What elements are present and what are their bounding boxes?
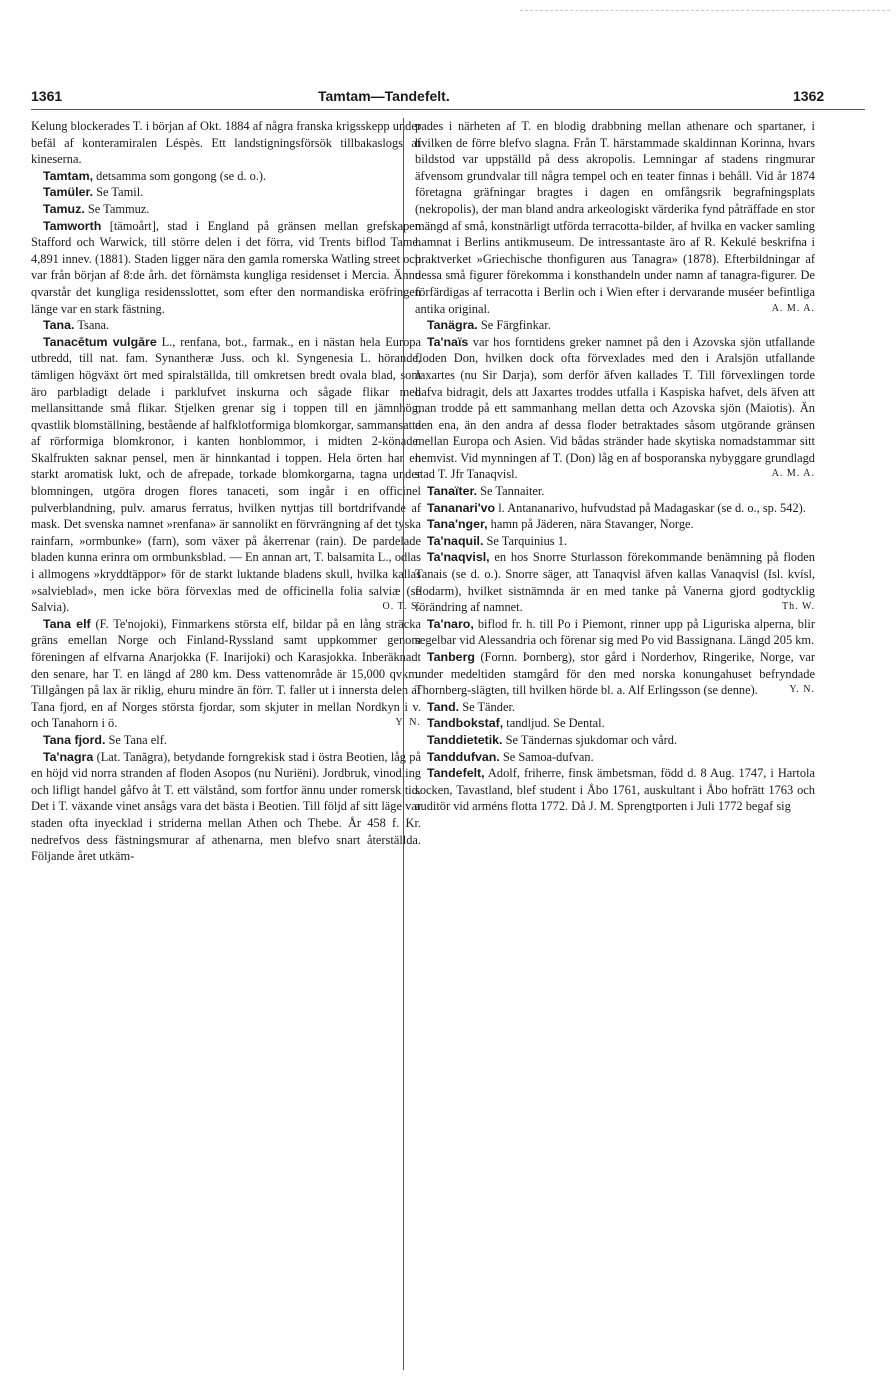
entry-text: Se Tamil. <box>93 185 144 200</box>
entry-term: Tamüler. <box>43 185 94 200</box>
entry-text: L., renfana, bot., farmak., en i nästan hela Europa utbredd, till nat. fam. Synantheræ Juss. och kl. Syngenesia L. hörande, tämligen högväxt ört med spiralställda, till omkretsen bredt ovala blad, som äro parbladigt delade i parklufvet inskurna och sågade flikar med mellansittande små flikar. Stjelken grenar sig i toppen till en jämnhög, qvastlik blomställning, bestående af halfklotformiga blomkorgar, sammansatta af rörformiga blomkronor, i kanten honblommor, i midten 2-könade. Skalfrukten saknar pensel, men är hinnkantad i toppen. Hela örten har en starkt aromatisk lukt, och de afrepade, torkade blomkorgarna, tagna under blomningen, utgöra drogen flores tanaceti, som ingår i en officinel pulverblandning, pulv. amarus ferratus, hvilken nyttjas till bortdrifvande af mask. Det svenska namnet »renfana» är sannolikt en förvrängning af det tyska rainfarn, »ormbunke» (farn), som växer på åkerrenar (rain). De pardelade bladen kunna erinra om ormbunksblad. — En annan art, T. balsamita L., odlas i allmogens »kryddtäppor» för de starkt luktande bladens skull, hvilka kallas »salvieblad», men icke böra förvexlas med de officinella folia salviæ (se Salvia). <box>31 334 422 615</box>
entry-term: Ta'nagra <box>43 749 94 764</box>
entry-term: Tana elf <box>43 616 91 631</box>
page-title: Tamtam—Tandefelt. <box>318 88 450 104</box>
entry-term: Tandbokstaf, <box>427 716 504 731</box>
entry-term: Tamworth <box>43 218 102 233</box>
entry-text: en hos Snorre Sturlasson förekommande benämning på floden Tanais (se d. o.). Snorre säger, att Tanaqvisl äfven kallas Vanaqvisl (Isl. kvísl, flodarm), hvilket sistnämnda är en med tanke på Vanerna gjord godtycklig förändring af namnet. <box>415 550 815 615</box>
entry-term: Tamtam, <box>43 168 94 183</box>
entry-term: Tana'nger, <box>427 517 488 532</box>
page-number-right: 1362 <box>793 88 825 104</box>
entry-signature: O. T. S. <box>382 601 421 613</box>
right-column <box>415 118 815 815</box>
left-column <box>31 118 421 865</box>
entry-term: Tanacētum vulgāre <box>43 334 157 349</box>
entry <box>415 334 815 483</box>
entry <box>415 549 815 615</box>
entry-term: Ta'naïs <box>427 334 469 349</box>
entry <box>415 317 815 334</box>
entry <box>415 533 815 550</box>
entry-text: Se Färgfinkar. <box>477 318 551 333</box>
entry <box>415 649 815 699</box>
entry-term: Tananari'vo <box>427 500 496 515</box>
entry-text: (F. Te'nojoki), Finmarkens största elf, bildar på en lång sträcka gräns emellan Norge och Finland-Ryssland samt uppkommer genom föreningen af elfvarna Anarjokka (F. Inarijoki) och Karasjokka. Inberäknadt den senare, har T. en längd af 280 km. Dess vattenområde är 15,000 qvkm. Tillgången på lax är riklig, ehuru mindre än förr. T. faller ut i innersta delen af Tana fjord, en af Norges största fjordar, som skjuter in mellan Nordkyn i v. och Tanahorn i ö. <box>31 616 421 731</box>
entry <box>415 616 815 649</box>
entry-term: Ta'naquil. <box>427 533 484 548</box>
entry-text: [tämoårt], stad i England på gränsen mellan grefskapen Stafford och Warwick, till större delen i det förra, vid Trents biflod Tame. 4,891 innev. (1881). Staden ligger nära den gamla romerska Watling street och var från början af 8:de årh. det förnämsta kungliga residenset i Mercia. Ännu qvarstår det kungliga residensslottet, som efter den normandiska eröfringen länge var en stark fästning. <box>31 218 421 316</box>
entry-text: Se Tammuz. <box>84 201 150 216</box>
page-number-left: 1361 <box>31 88 63 104</box>
entry-text: l. Antananarivo, hufvudstad på Madagaskar (se d. o., sp. 542). <box>495 500 806 515</box>
scan-artifact <box>520 10 890 11</box>
entry-text: Se Samoa-dufvan. <box>499 749 594 764</box>
entry-term: Tanddietetik. <box>427 732 503 747</box>
entry-text: tandljud. Se Dental. <box>503 716 605 731</box>
column-divider <box>403 118 404 1370</box>
header-rule <box>31 109 865 110</box>
entry-term: Tandefelt, <box>427 766 485 781</box>
entry-text: pades i närheten af T. en blodig drabbning mellan athenare och spartaner, i hvilken de förre blefvo slagna. Från T. härstammade skaldinnan Korinna, hvars bildstod var uppställd på dess akropolis. Lemningar af stadens ringmurar äfvensom grundvalar till några tempel och en teater finnas i behåll. Vid år 1874 företagna gräfningar bragtes i dagen en omfångsrik begrafningsplats (nekropolis), der man bland andra arkeologiskt värderika fynd påträffade en stor mängd af små, konstnärligt utförda terracotta-bilder, af hvilka en vacker samling hamnat i Berlins antikmuseum. De intressantaste äro af R. Kekulé beskrifna i praktverket »Griechische thonfiguren aus Tanagra» (1878). Efterbildningar af dessa små figurer förekomma i konsthandeln under namn af tanagra-figurer. De förfärdigas af terracotta i Berlin och i Wien efter i dervarande muséer befintliga antika original. <box>415 119 815 316</box>
entry <box>415 118 815 317</box>
entry-text: (Fornn. Þornberg), stor gård i Norderhov, Ringerike, Norge, var under medeltiden stamgård för den med norska konungahuset befryndade Thornberg-slägten, till hvilken hörde bl. a. Alf Erlingsson (se denne). <box>415 650 815 698</box>
entry-text: var hos forntidens greker namnet på den i Azovska sjön utfallande floden Don, hvilken dock ofta förvexlades med den i Aralsjön utfallande Jaxartes (nu Sir Darja), som derför äfven kallades T. Till förvexlingen torde hafva bidragit, dels att Jaxartes troddes utfalla i Kaspiska hafvet, dels äfven att man trodde på ett sammanhang mellan detta och Azovska sjön (Maiotis). Än den ena, än den andra af dessa floder betraktades såsom utgörande gränsen mellan Europa och Asien. Vid bådas stränder hade skytiska nomadstammar sitt hemvist. Vid mynningen af T. (Don) låg en af bosporanska nybyggare grundlagd stad T. Jfr Tanaqvisl. <box>415 334 815 482</box>
entry-text: Tsana. <box>74 318 110 333</box>
entry-text: hamn på Jäderen, nära Stavanger, Norge. <box>487 517 694 532</box>
entry-text: Adolf, friherre, finsk ämbetsman, född d. 8 Aug. 1747, i Hartola socken, Tavastland, blef student i Åbo 1761, auskultant i Åbo hofrätt 1763 och auditör vid arméns flotta 1772. Då J. M. Sprengtporten i Juli 1772 begaf sig <box>415 766 815 814</box>
entry <box>31 201 421 218</box>
entry <box>415 500 815 517</box>
entry-text: Se Tana elf. <box>105 732 167 747</box>
entry <box>31 749 421 865</box>
entry <box>31 732 421 749</box>
entry <box>415 699 815 716</box>
entry-text: Se Tänder. <box>459 699 515 714</box>
entry-text: (Lat. Tanăgra), betydande forngrekisk stad i östra Beotien, låg på en höjd vid norra stranden af floden Asopos (nu Nuriëni). Jordbruk, vinodling och lifligt handel gåfvo åt T. ett välstånd, som fortfor ännu under romersk tid. Det i T. växande vinet ansågs vara det bästa i Beotien. Till följd af sitt läge var staden ofta inyecklad i striderna mellan Athen och Thebe. År 458 f. Kr. nedrefvos dess fästningsmurar af athenarna, men blefvo snart återställda. Följande året utkäm- <box>31 749 421 864</box>
entry-text: Se Tändernas sjukdomar och vård. <box>502 732 678 747</box>
entry <box>31 168 421 185</box>
entry-term: Tanaïter. <box>427 484 478 499</box>
entry <box>415 732 815 749</box>
entry <box>31 218 421 318</box>
entry-text: biflod fr. h. till Po i Piemont, rinner upp på Liguriska alperna, blir segelbar vid Alessandria och förenar sig med Po vid Bassignana. Längd 205 km. <box>415 616 815 648</box>
entry-term: Ta'naro, <box>427 616 474 631</box>
entry-term: Tamuz. <box>43 201 85 216</box>
entry-signature: Th. W. <box>782 601 815 613</box>
entry-term: Tanddufvan. <box>427 749 500 764</box>
entry <box>31 184 421 201</box>
entry-text: Se Tannaiter. <box>477 484 545 499</box>
entry <box>31 317 421 334</box>
entry-term: Tana fjord. <box>43 732 106 747</box>
entry <box>31 118 421 168</box>
entry-signature: Y. N. <box>789 684 815 696</box>
entry-term: Ta'naqvisl, <box>427 550 490 565</box>
entry-text: Se Tarquinius 1. <box>483 533 567 548</box>
entry-text: Kelung blockerades T. i början af Okt. 1884 af några franska krigsskepp under befäl af konteramiralen Léspès. Ett landstigningsförsök tillbakaslogs af kineserna. <box>31 119 421 167</box>
entry <box>415 483 815 500</box>
entry <box>415 516 815 533</box>
entry <box>31 334 421 616</box>
entry-term: Tanägra. <box>427 318 478 333</box>
entry-term: Tand. <box>427 699 460 714</box>
entry <box>31 616 421 732</box>
entry <box>415 715 815 732</box>
entry <box>415 749 815 766</box>
entry <box>415 765 815 815</box>
entry-signature: A. M. A. <box>771 468 815 480</box>
entry-term: Tanberg <box>427 650 475 664</box>
entry-term: Tana. <box>43 318 75 333</box>
entry-signature: A. M. A. <box>771 302 815 314</box>
entry-signature: Y. N. <box>395 717 421 729</box>
entry-text: detsamma som gongong (se d. o.). <box>93 168 267 183</box>
